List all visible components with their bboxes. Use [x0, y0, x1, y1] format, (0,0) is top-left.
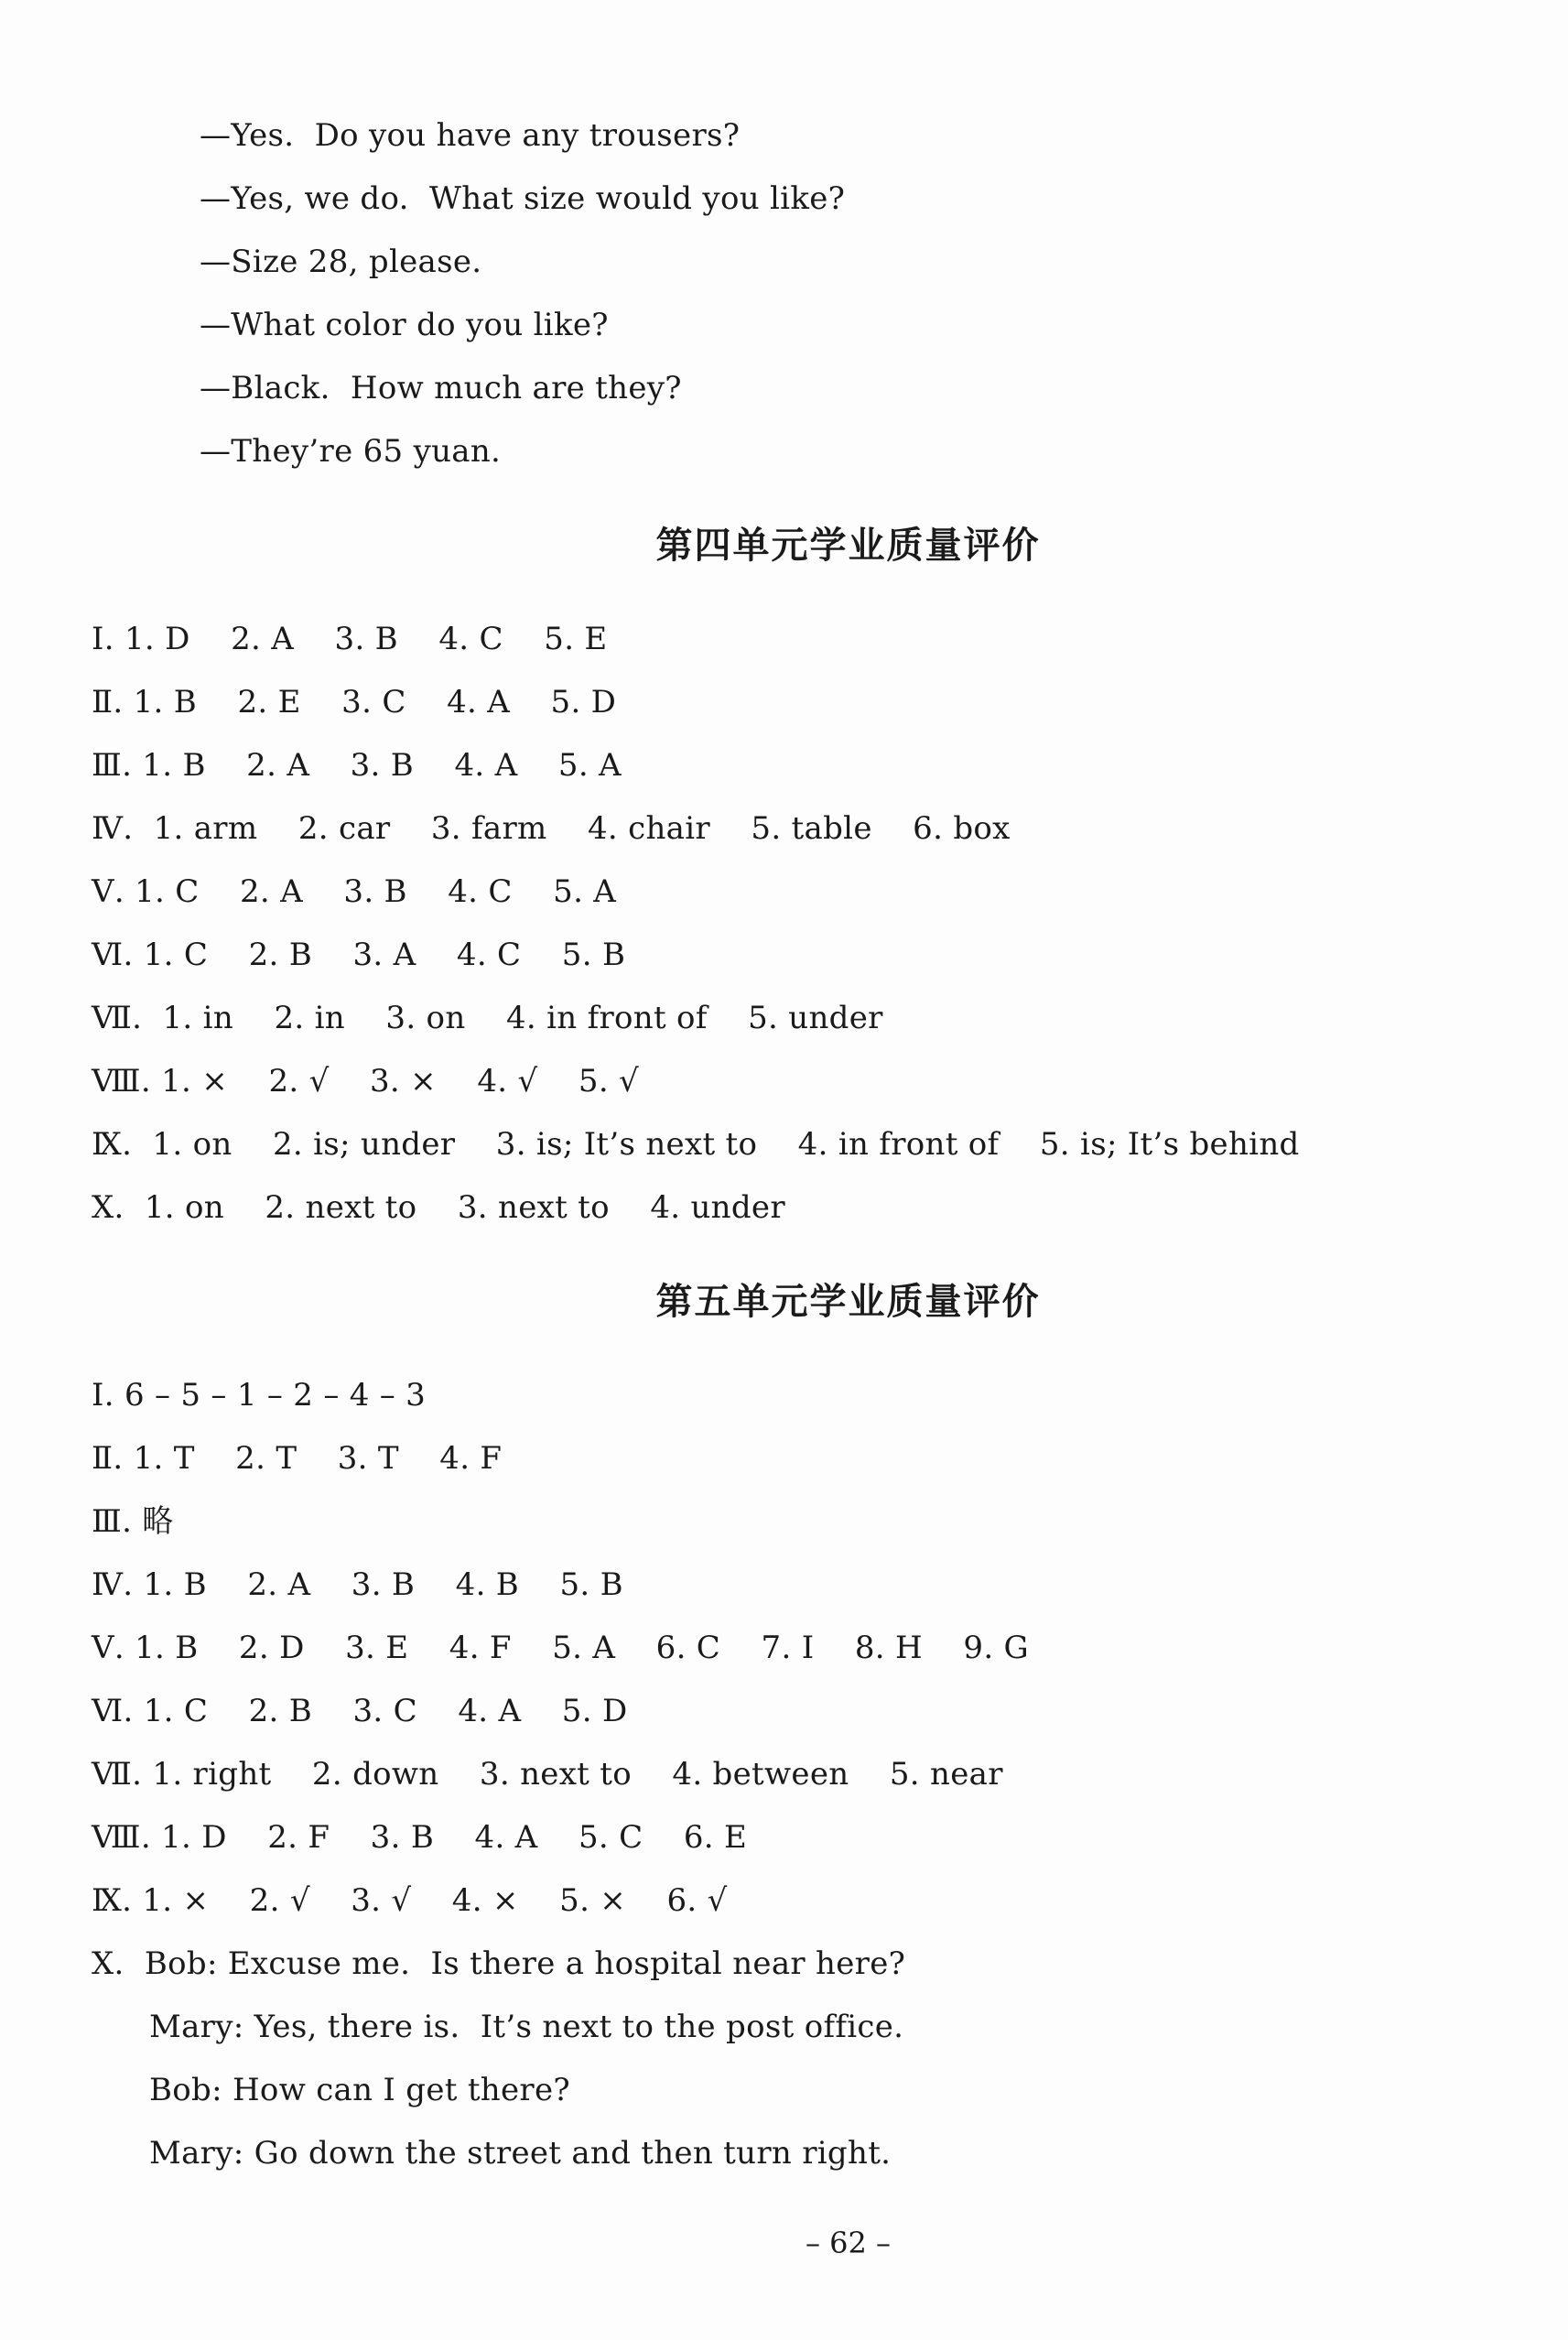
unit4-answer-2: Ⅱ. 1. B 2. E 3. C 4. A 5. D [92, 684, 617, 720]
unit5-answer-2: Ⅱ. 1. T 2. T 3. T 4. F [92, 1440, 503, 1477]
unit4-answer-5: Ⅴ. 1. C 2. A 3. B 4. C 5. A [92, 873, 617, 910]
unit5-answer-1: Ⅰ. 6 – 5 – 1 – 2 – 4 – 3 [92, 1377, 427, 1414]
unit5-answer-7: Ⅶ. 1. right 2. down 3. next to 4. between 5. near [92, 1756, 1003, 1793]
unit4-answer-3: Ⅲ. 1. B 2. A 3. B 4. A 5. A [92, 747, 622, 784]
dialogue-line: —Yes. Do you have any trousers? [200, 117, 741, 154]
unit4-title: 第四单元学业质量评价 [655, 525, 1041, 567]
unit4-answer-9: Ⅸ. 1. on 2. is; under 3. is; It’s next to 4. in front of 5. is; It’s behind [92, 1126, 1300, 1163]
unit5-answer-6: Ⅵ. 1. C 2. B 3. C 4. A 5. D [92, 1693, 628, 1729]
unit4-answer-4: Ⅳ. 1. arm 2. car 3. farm 4. chair 5. table 6. box [92, 810, 1011, 847]
unit5-answer-10: Ⅹ. Bob: Excuse me. Is there a hospital near here? [92, 1945, 906, 1982]
unit4-answer-1: Ⅰ. 1. D 2. A 3. B 4. C 5. E [92, 621, 608, 657]
unit5-dialogue-line: Mary: Go down the street and then turn right. [149, 2135, 892, 2172]
unit4-answer-8: Ⅷ. 1. × 2. √ 3. × 4. √ 5. √ [92, 1063, 640, 1100]
unit4-answer-6: Ⅵ. 1. C 2. B 3. A 4. C 5. B [92, 937, 626, 973]
unit5-dialogue-line: Mary: Yes, there is. It’s next to the post office. [149, 2009, 904, 2045]
unit5-title: 第五单元学业质量评价 [655, 1281, 1041, 1323]
dialogue-line: —They’re 65 yuan. [200, 433, 502, 470]
dialogue-line: —Size 28, please. [200, 244, 482, 280]
unit4-answer-7: Ⅶ. 1. in 2. in 3. on 4. in front of 5. under [92, 1000, 883, 1036]
unit5-answer-4: Ⅳ. 1. B 2. A 3. B 4. B 5. B [92, 1566, 623, 1603]
page-number: – 62 – [805, 2226, 892, 2260]
unit5-answer-5: Ⅴ. 1. B 2. D 3. E 4. F 5. A 6. C 7. I 8. H 9. G [92, 1630, 1030, 1666]
dialogue-line: —What color do you like? [200, 307, 609, 343]
unit5-answer-3: Ⅲ. 略 [92, 1503, 174, 1540]
unit4-answer-10: Ⅹ. 1. on 2. next to 3. next to 4. under [92, 1189, 785, 1226]
unit5-answer-8: Ⅷ. 1. D 2. F 3. B 4. A 5. C 6. E [92, 1819, 748, 1856]
unit5-dialogue-line: Bob: How can I get there? [149, 2072, 570, 2108]
unit5-answer-9: Ⅸ. 1. × 2. √ 3. √ 4. × 5. × 6. √ [92, 1882, 728, 1919]
dialogue-line: —Black. How much are they? [200, 370, 682, 406]
dialogue-line: —Yes, we do. What size would you like? [200, 180, 846, 217]
